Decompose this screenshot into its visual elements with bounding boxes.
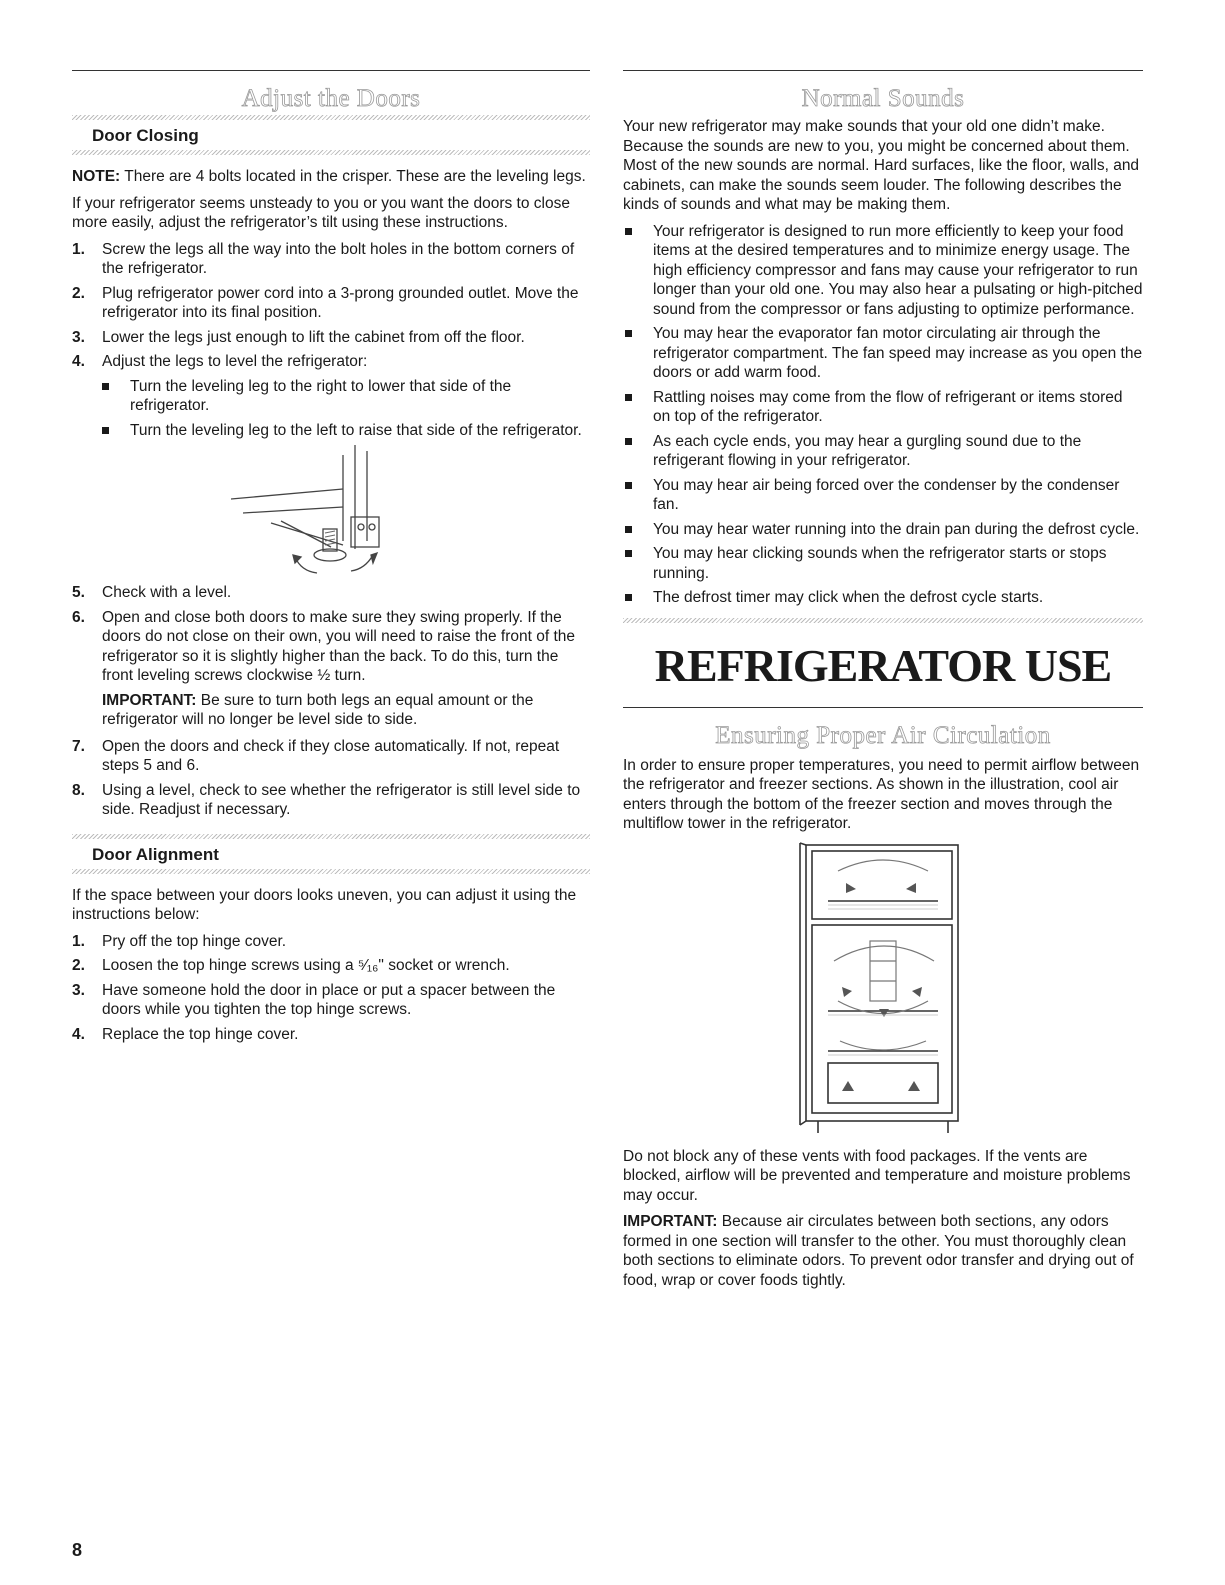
steps-list-b	[72, 583, 590, 686]
subheading-door-alignment: Door Alignment	[92, 844, 219, 864]
subheading-door-closing: Door Closing	[92, 126, 199, 145]
important-label: IMPORTANT:	[623, 1213, 718, 1230]
leveling-leg-illustration	[231, 445, 431, 577]
bullet-icon	[625, 550, 632, 557]
list-item: 6. Open and close both doors to make sure they swing properly. If the doors do not close on their own, you will need to raise the front of the refrigerator so it is slightly higher than the back. To do this, turn the front leveling screws clockwise ½ turn.	[72, 608, 576, 684]
bullet-icon	[102, 427, 109, 434]
top-rule	[623, 70, 1143, 71]
bullet-item: You may hear the evaporator fan motor circulating air through the refrigerator compartment. The fan speed may increase as you open the doors or add warm food.	[623, 324, 1143, 383]
list-item: 2. Loosen the top hinge screws using a ⁵⁄₁₆" socket or wrench.	[72, 957, 510, 974]
note-label: NOTE:	[72, 168, 121, 185]
steps-list-c	[72, 737, 590, 820]
list-item: 8. Using a level, check to see whether the refrigerator is still level side to side. Readjust if necessary.	[72, 781, 581, 818]
hatch-divider	[72, 150, 590, 155]
bullet-item: As each cycle ends, you may hear a gurgling sound due to the refrigerant flowing in your refrigerator.	[623, 432, 1143, 471]
bullet-item: Your refrigerator is designed to run more efficiently to keep your food items at the desired temperatures and to minimize energy usage. The high efficiency compressor and fans may cause your refrigerator to run longer than your old one. You may also hear a pulsating or high-pitched sound from the compressor or fans adjusting to optimize performance.	[623, 222, 1143, 320]
right-column	[623, 70, 1143, 1297]
bullet-item: You may hear air being forced over the condenser by the condenser fan.	[623, 476, 1143, 515]
list-item: 7. Open the doors and check if they close automatically. If not, repeat steps 5 and 6.	[72, 737, 560, 774]
important-label: IMPORTANT:	[102, 691, 197, 709]
bullet-item: Turn the leveling leg to the right to lower that side of the refrigerator.	[100, 377, 590, 416]
page-number: 8	[72, 1540, 83, 1560]
intro-paragraph: If your refrigerator seems unsteady to you or you want the doors to close more easily, adjust the refrigerator’s tilt using these instructions.	[72, 194, 570, 231]
section-title-normal-sounds: Normal Sounds	[801, 85, 965, 112]
bullet-item: You may hear clicking sounds when the refrigerator starts or stops running.	[623, 544, 1143, 583]
alignment-intro: If the space between your doors looks uneven, you can adjust it using the instructions below:	[72, 886, 577, 923]
page-title-refrigerator-use: REFRIGERATOR USE	[654, 639, 1112, 691]
list-item: 5. Check with a level.	[72, 584, 232, 601]
section-title-adjust-doors: Adjust the Doors	[241, 85, 421, 112]
air-circulation-illustration	[798, 841, 968, 1137]
bullet-icon	[102, 383, 109, 390]
bullet-icon	[625, 594, 632, 601]
hatch-divider	[72, 869, 590, 874]
important-paragraph: IMPORTANT: Be sure to turn both legs an equal amount or the refrigerator will no longer be level side to side.	[102, 691, 534, 728]
alignment-steps	[72, 932, 590, 1045]
sounds-bullets	[623, 222, 1143, 608]
list-item: 4. Replace the top hinge cover.	[72, 1025, 299, 1043]
nested-bullets	[72, 377, 590, 441]
bullet-icon	[625, 526, 632, 533]
bullet-icon	[625, 482, 632, 489]
bullet-item: Rattling noises may come from the flow of refrigerant or items stored on top of the refrigerator.	[623, 388, 1143, 427]
sounds-intro: Your new refrigerator may make sounds that your old one didn’t make. Because the sounds are new to you, you might be concerned about them. Most of the new sounds are normal. Hard surfaces, like the floor, walls, and cabinets, can make the sounds seem louder. The following describes the kinds of sounds and what may be making them.	[623, 118, 1140, 213]
steps-list-a	[72, 240, 590, 372]
list-item: 1. Pry off the top hinge cover.	[72, 932, 287, 950]
bullet-icon	[625, 394, 632, 401]
vents-paragraph: Do not block any of these vents with food packages. If the vents are blocked, airflow will be prevented and temperature and moisture problems may occur.	[623, 1147, 1131, 1204]
air-important-paragraph: IMPORTANT: Because air circulates between both sections, any odors formed in one section will transfer to the other. You must thoroughly clean both sections to eliminate odors. To prevent odor transfer and drying out of food, wrap or cover foods tightly.	[623, 1213, 1134, 1289]
list-item: 3. Have someone hold the door in place or put a spacer between the doors while you tighten the top hinge screws.	[72, 981, 556, 1018]
bullet-item: You may hear water running into the drain pan during the defrost cycle.	[623, 520, 1143, 540]
section-title-air-circulation: Ensuring Proper Air Circulation	[715, 721, 1051, 749]
hatch-divider	[623, 618, 1143, 623]
list-item: 3. Lower the legs just enough to lift the cabinet from off the floor.	[72, 328, 525, 346]
list-item: 4. Adjust the legs to level the refrigerator:	[72, 353, 368, 370]
bullet-icon	[625, 438, 632, 445]
bullet-item: The defrost timer may click when the defrost cycle starts.	[623, 588, 1143, 608]
list-item: 2. Plug refrigerator power cord into a 3-prong grounded outlet. Move the refrigerator into its final position.	[72, 284, 579, 321]
bullet-icon	[625, 228, 632, 235]
top-rule	[72, 70, 590, 71]
note-paragraph	[72, 167, 590, 187]
list-item: 1. Screw the legs all the way into the bolt holes in the bottom corners of the refrigerator.	[72, 240, 575, 277]
left-column	[72, 70, 590, 1049]
air-intro: In order to ensure proper temperatures, you need to permit airflow between the refrigerator and freezer sections. As shown in the illustration, cool air enters through the bottom of the freezer section and moves through the multiflow tower in the refrigerator.	[623, 756, 1140, 832]
bullet-icon	[625, 330, 632, 337]
section-rule	[623, 707, 1143, 708]
note-text: There are 4 bolts located in the crisper. These are the leveling legs.	[120, 168, 586, 185]
bullet-item: Turn the leveling leg to the left to raise that side of the refrigerator.	[100, 421, 590, 441]
